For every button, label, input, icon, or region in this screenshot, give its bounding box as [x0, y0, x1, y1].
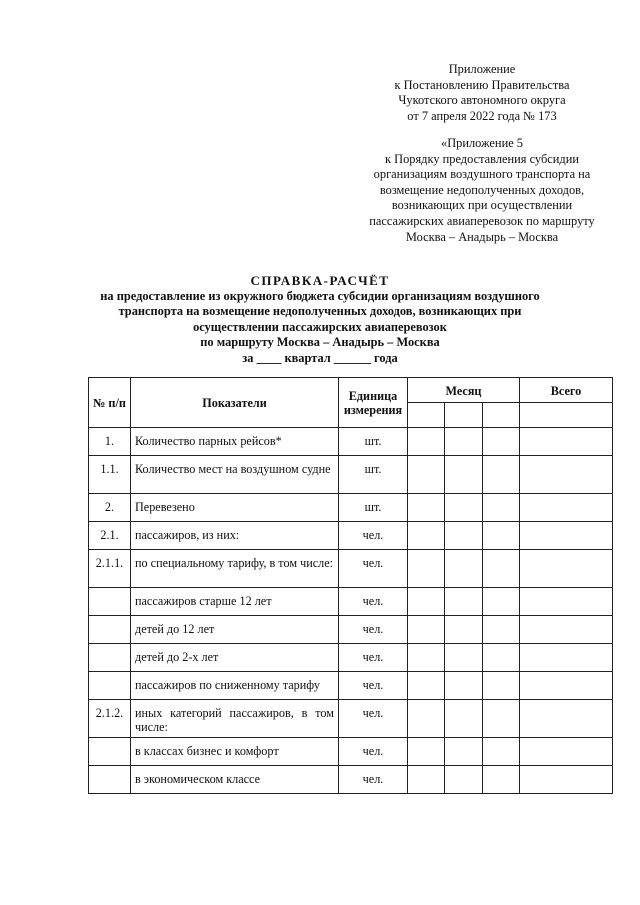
annex5-line: пассажирских авиаперевозок по маршруту: [369, 213, 595, 228]
row-indicator: по специальному тарифу, в том числе:: [131, 550, 339, 588]
row-indicator: Перевезено: [131, 494, 339, 522]
month-value[interactable]: [445, 700, 483, 738]
annex5-line: к Порядку предоставления субсидии: [385, 151, 579, 166]
total-cell[interactable]: [520, 403, 613, 428]
month-value[interactable]: [445, 428, 483, 456]
month-value[interactable]: [408, 766, 445, 794]
annex5-reference: [350, 136, 614, 245]
row-indicator: пассажиров старше 12 лет: [131, 588, 339, 616]
month-value[interactable]: [445, 644, 483, 672]
row-num: 1.1.: [89, 456, 131, 494]
row-indicator: Количество парных рейсов*: [131, 428, 339, 456]
month-value[interactable]: [445, 522, 483, 550]
table-row: [89, 766, 613, 794]
annex-line: к Постановлению Правительства: [394, 77, 570, 92]
row-indicator: в экономическом классе: [131, 766, 339, 794]
month-value[interactable]: [445, 456, 483, 494]
month-value[interactable]: [408, 588, 445, 616]
annex-line: Приложение: [448, 62, 516, 76]
total-value[interactable]: [520, 588, 613, 616]
month-value[interactable]: [483, 700, 520, 738]
row-num: 1.: [89, 428, 131, 456]
row-num: [89, 738, 131, 766]
total-value[interactable]: [520, 456, 613, 494]
month-value[interactable]: [483, 588, 520, 616]
table-row: [89, 738, 613, 766]
table-row: [89, 672, 613, 700]
month-value[interactable]: [408, 616, 445, 644]
total-value[interactable]: [520, 522, 613, 550]
month-value[interactable]: [408, 494, 445, 522]
total-value[interactable]: [520, 766, 613, 794]
month-value[interactable]: [483, 644, 520, 672]
month-value[interactable]: [483, 738, 520, 766]
row-num: 2.1.1.: [89, 550, 131, 588]
table-row: [89, 616, 613, 644]
row-unit: чел.: [339, 738, 408, 766]
month-value[interactable]: [445, 766, 483, 794]
annex-line: от 7 апреля 2022 года № 173: [407, 108, 557, 123]
annex5-line: Москва – Анадырь – Москва: [405, 229, 559, 244]
row-num: [89, 588, 131, 616]
total-value[interactable]: [520, 672, 613, 700]
month-value[interactable]: [445, 738, 483, 766]
row-unit: чел.: [339, 672, 408, 700]
title-line: транспорта на возмещение недополученных доходов, возникающих при: [118, 304, 522, 319]
month-value[interactable]: [483, 456, 520, 494]
header-month: Месяц: [408, 378, 520, 403]
total-value[interactable]: [520, 644, 613, 672]
annex-reference: [350, 62, 614, 124]
row-indicator: пассажиров по сниженному тарифу: [131, 672, 339, 700]
annex-line: Чукотского автономного округа: [398, 93, 566, 108]
month-value[interactable]: [445, 616, 483, 644]
row-num: 2.1.2.: [89, 700, 131, 738]
row-num: 2.: [89, 494, 131, 522]
header-num: № п/п: [89, 378, 131, 428]
month-value[interactable]: [408, 428, 445, 456]
document-title: [80, 273, 560, 367]
row-unit: чел.: [339, 700, 408, 738]
month-cell-2[interactable]: [445, 403, 483, 428]
title-main: СПРАВКА-РАСЧЁТ: [250, 273, 390, 288]
row-num: 2.1.: [89, 522, 131, 550]
row-indicator: детей до 2-х лет: [131, 644, 339, 672]
table-row: [89, 456, 613, 494]
total-value[interactable]: [520, 738, 613, 766]
title-line: по маршруту Москва – Анадырь – Москва: [200, 335, 440, 350]
month-value[interactable]: [445, 494, 483, 522]
row-num: [89, 672, 131, 700]
month-value[interactable]: [408, 700, 445, 738]
calculation-table: [88, 377, 613, 794]
month-value[interactable]: [483, 616, 520, 644]
row-num: [89, 766, 131, 794]
table-row: [89, 644, 613, 672]
row-indicator: пассажиров, из них:: [131, 522, 339, 550]
row-unit: чел.: [339, 550, 408, 588]
row-indicator: иных категорий пассажиров, в том числе:: [131, 700, 339, 738]
row-unit: чел.: [339, 522, 408, 550]
title-line: осуществлении пассажирских авиаперевозок: [193, 319, 447, 334]
month-value[interactable]: [483, 428, 520, 456]
annex5-line: возмещение недополученных доходов,: [379, 182, 585, 197]
month-value[interactable]: [483, 522, 520, 550]
month-value[interactable]: [408, 738, 445, 766]
month-value[interactable]: [408, 644, 445, 672]
row-indicator: в классах бизнес и комфорт: [131, 738, 339, 766]
table-header-row: [89, 378, 613, 403]
month-value[interactable]: [445, 550, 483, 588]
annex5-line: «Приложение 5: [441, 136, 523, 150]
row-unit: чел.: [339, 588, 408, 616]
row-indicator: Количество мест на воздушном судне: [131, 456, 339, 494]
row-num: [89, 616, 131, 644]
month-value[interactable]: [445, 588, 483, 616]
row-unit: чел.: [339, 766, 408, 794]
month-cell-1[interactable]: [408, 403, 445, 428]
month-value[interactable]: [445, 672, 483, 700]
table-row: [89, 428, 613, 456]
month-cell-3[interactable]: [483, 403, 520, 428]
header-total: Всего: [520, 378, 613, 403]
row-unit: шт.: [339, 456, 408, 494]
row-unit: шт.: [339, 494, 408, 522]
month-value[interactable]: [408, 672, 445, 700]
annex5-line: возникающих при осуществлении: [391, 198, 573, 213]
total-value[interactable]: [520, 494, 613, 522]
total-value[interactable]: [520, 700, 613, 738]
row-num: [89, 644, 131, 672]
month-value[interactable]: [483, 550, 520, 588]
month-value[interactable]: [408, 522, 445, 550]
header-indicator: Показатели: [131, 378, 339, 428]
row-unit: чел.: [339, 644, 408, 672]
annex5-line: организациям воздушного транспорта на: [373, 167, 591, 182]
month-value[interactable]: [483, 494, 520, 522]
row-unit: чел.: [339, 616, 408, 644]
title-line: на предоставление из окружного бюджета субсидии организациям воздушного: [100, 288, 540, 303]
table-row: [89, 550, 613, 588]
table-row: [89, 588, 613, 616]
total-value[interactable]: [520, 428, 613, 456]
row-indicator: детей до 12 лет: [131, 616, 339, 644]
total-value[interactable]: [520, 550, 613, 588]
table-row: [89, 700, 613, 738]
table-row: [89, 494, 613, 522]
month-value[interactable]: [408, 456, 445, 494]
header-unit: Единица измерения: [339, 378, 408, 428]
month-value[interactable]: [483, 766, 520, 794]
total-value[interactable]: [520, 616, 613, 644]
table-row: [89, 522, 613, 550]
month-value[interactable]: [483, 672, 520, 700]
title-line: за ____ квартал ______ года: [242, 350, 398, 365]
month-value[interactable]: [408, 550, 445, 588]
row-unit: шт.: [339, 428, 408, 456]
